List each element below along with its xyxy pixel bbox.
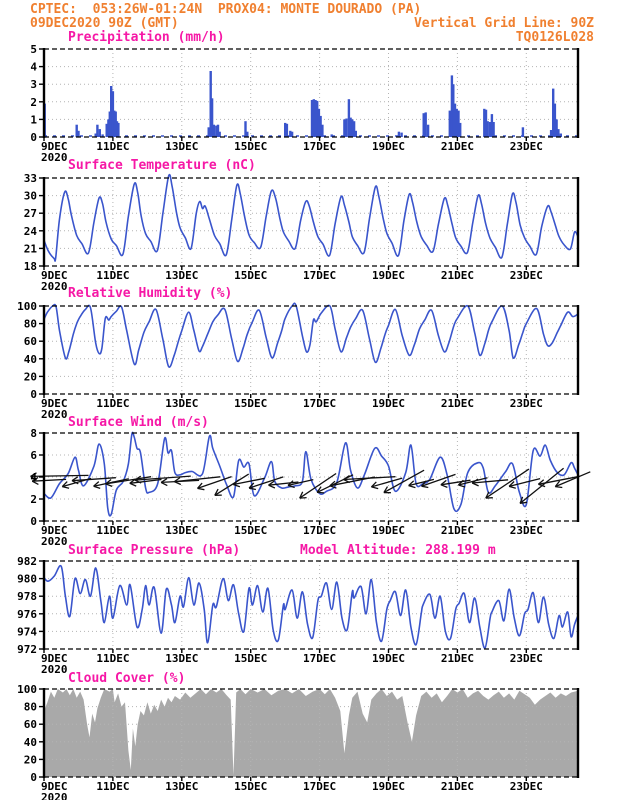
- header-run-id: TQ0126L028: [515, 30, 594, 45]
- precipitation-chart: [0, 43, 618, 164]
- svg-text:80: 80: [23, 317, 37, 331]
- svg-text:11DEC: 11DEC: [96, 269, 130, 282]
- svg-text:976: 976: [17, 607, 37, 621]
- svg-text:9DEC: 9DEC: [41, 524, 68, 537]
- header-station-line: CPTEC: 053:26W-01:24N PROX04: MONTE DOURADO (PA): [30, 2, 422, 17]
- svg-text:21DEC: 21DEC: [440, 780, 474, 793]
- header-grid-line-note: Vertical Grid Line: 90Z: [413, 16, 594, 31]
- svg-text:972: 972: [17, 643, 37, 656]
- svg-text:9DEC: 9DEC: [41, 780, 68, 793]
- svg-text:17DEC: 17DEC: [303, 397, 337, 410]
- svg-text:0: 0: [30, 388, 37, 401]
- svg-text:0: 0: [30, 515, 37, 528]
- svg-text:27: 27: [23, 207, 37, 221]
- svg-text:17DEC: 17DEC: [303, 652, 337, 665]
- svg-text:15DEC: 15DEC: [234, 397, 268, 410]
- svg-text:60: 60: [23, 335, 37, 349]
- svg-text:19DEC: 19DEC: [371, 140, 406, 153]
- svg-text:2020: 2020: [41, 280, 68, 293]
- svg-text:40: 40: [23, 735, 37, 749]
- svg-text:0: 0: [30, 131, 37, 144]
- svg-text:15DEC: 15DEC: [234, 652, 268, 665]
- svg-text:982: 982: [17, 555, 37, 568]
- svg-text:2020: 2020: [41, 408, 68, 421]
- svg-text:974: 974: [17, 625, 37, 639]
- svg-text:980: 980: [17, 572, 37, 586]
- svg-text:40: 40: [23, 352, 37, 366]
- svg-text:80: 80: [23, 700, 37, 714]
- surface-wind-chart: [0, 427, 618, 548]
- svg-text:19DEC: 19DEC: [371, 780, 406, 793]
- svg-text:19DEC: 19DEC: [371, 652, 406, 665]
- svg-text:4: 4: [30, 471, 37, 484]
- svg-text:18: 18: [23, 260, 37, 273]
- svg-text:33: 33: [23, 172, 37, 185]
- svg-text:11DEC: 11DEC: [96, 780, 130, 793]
- relative-humidity-chart: [0, 300, 618, 421]
- svg-text:9DEC: 9DEC: [41, 397, 68, 410]
- svg-text:23DEC: 23DEC: [509, 524, 543, 537]
- svg-text:60: 60: [23, 718, 37, 732]
- svg-text:15DEC: 15DEC: [234, 780, 268, 793]
- svg-text:13DEC: 13DEC: [165, 780, 199, 793]
- svg-text:1: 1: [30, 113, 37, 127]
- panel-title-humidity: Relative Humidity (%): [68, 286, 233, 301]
- svg-text:2020: 2020: [41, 535, 68, 548]
- svg-text:11DEC: 11DEC: [96, 397, 130, 410]
- panel-title-cloud: Cloud Cover (%): [68, 671, 186, 686]
- svg-text:9DEC: 9DEC: [41, 140, 68, 153]
- svg-text:100: 100: [17, 300, 37, 313]
- svg-text:23DEC: 23DEC: [509, 780, 543, 793]
- svg-text:21: 21: [23, 242, 37, 256]
- surface-temperature-chart: [0, 172, 618, 293]
- svg-text:100: 100: [17, 683, 37, 696]
- svg-text:4: 4: [30, 60, 37, 74]
- svg-text:21DEC: 21DEC: [440, 397, 474, 410]
- svg-text:13DEC: 13DEC: [165, 652, 199, 665]
- svg-text:30: 30: [23, 189, 37, 203]
- svg-text:11DEC: 11DEC: [96, 524, 130, 537]
- svg-text:19DEC: 19DEC: [371, 269, 406, 282]
- svg-text:15DEC: 15DEC: [234, 524, 268, 537]
- svg-text:2: 2: [30, 95, 37, 109]
- model-altitude-label: Model Altitude: 288.199 m: [300, 543, 496, 558]
- svg-text:11DEC: 11DEC: [96, 652, 130, 665]
- svg-text:21DEC: 21DEC: [440, 140, 474, 153]
- svg-text:0: 0: [30, 771, 37, 784]
- svg-text:6: 6: [30, 449, 37, 462]
- cloud-cover-chart: [0, 683, 618, 800]
- svg-text:17DEC: 17DEC: [303, 524, 337, 537]
- svg-text:2020: 2020: [41, 791, 68, 800]
- svg-text:5: 5: [30, 43, 37, 56]
- svg-text:17DEC: 17DEC: [303, 140, 337, 153]
- header-datetime: 09DEC2020 90Z (GMT): [30, 16, 179, 31]
- svg-text:23DEC: 23DEC: [509, 269, 543, 282]
- svg-text:15DEC: 15DEC: [234, 269, 268, 282]
- svg-text:19DEC: 19DEC: [371, 397, 406, 410]
- svg-text:9DEC: 9DEC: [41, 652, 68, 665]
- svg-text:978: 978: [17, 590, 37, 604]
- panel-title-pressure: Surface Pressure (hPa): [68, 543, 241, 558]
- svg-text:8: 8: [30, 427, 37, 440]
- svg-text:13DEC: 13DEC: [165, 524, 199, 537]
- svg-text:21DEC: 21DEC: [440, 524, 474, 537]
- svg-text:2020: 2020: [41, 151, 68, 164]
- svg-text:24: 24: [23, 224, 37, 238]
- panel-title-wind: Surface Wind (m/s): [68, 415, 209, 430]
- surface-pressure-chart: [0, 555, 618, 676]
- panel-title-precipitation: Precipitation (mm/h): [68, 30, 225, 45]
- svg-text:13DEC: 13DEC: [165, 397, 199, 410]
- svg-text:20: 20: [23, 753, 37, 767]
- svg-text:13DEC: 13DEC: [165, 269, 199, 282]
- svg-text:21DEC: 21DEC: [440, 652, 474, 665]
- svg-text:9DEC: 9DEC: [41, 269, 68, 282]
- svg-text:23DEC: 23DEC: [509, 652, 543, 665]
- svg-text:21DEC: 21DEC: [440, 269, 474, 282]
- svg-text:23DEC: 23DEC: [509, 397, 543, 410]
- svg-text:2020: 2020: [41, 663, 68, 676]
- svg-text:13DEC: 13DEC: [165, 140, 199, 153]
- svg-text:17DEC: 17DEC: [303, 780, 337, 793]
- svg-text:20: 20: [23, 370, 37, 384]
- svg-text:3: 3: [30, 78, 37, 92]
- svg-text:23DEC: 23DEC: [509, 140, 543, 153]
- svg-text:11DEC: 11DEC: [96, 140, 130, 153]
- svg-text:17DEC: 17DEC: [303, 269, 337, 282]
- svg-text:15DEC: 15DEC: [234, 140, 268, 153]
- panel-title-temperature: Surface Temperature (nC): [68, 158, 256, 173]
- svg-text:2: 2: [30, 493, 37, 506]
- svg-text:19DEC: 19DEC: [371, 524, 406, 537]
